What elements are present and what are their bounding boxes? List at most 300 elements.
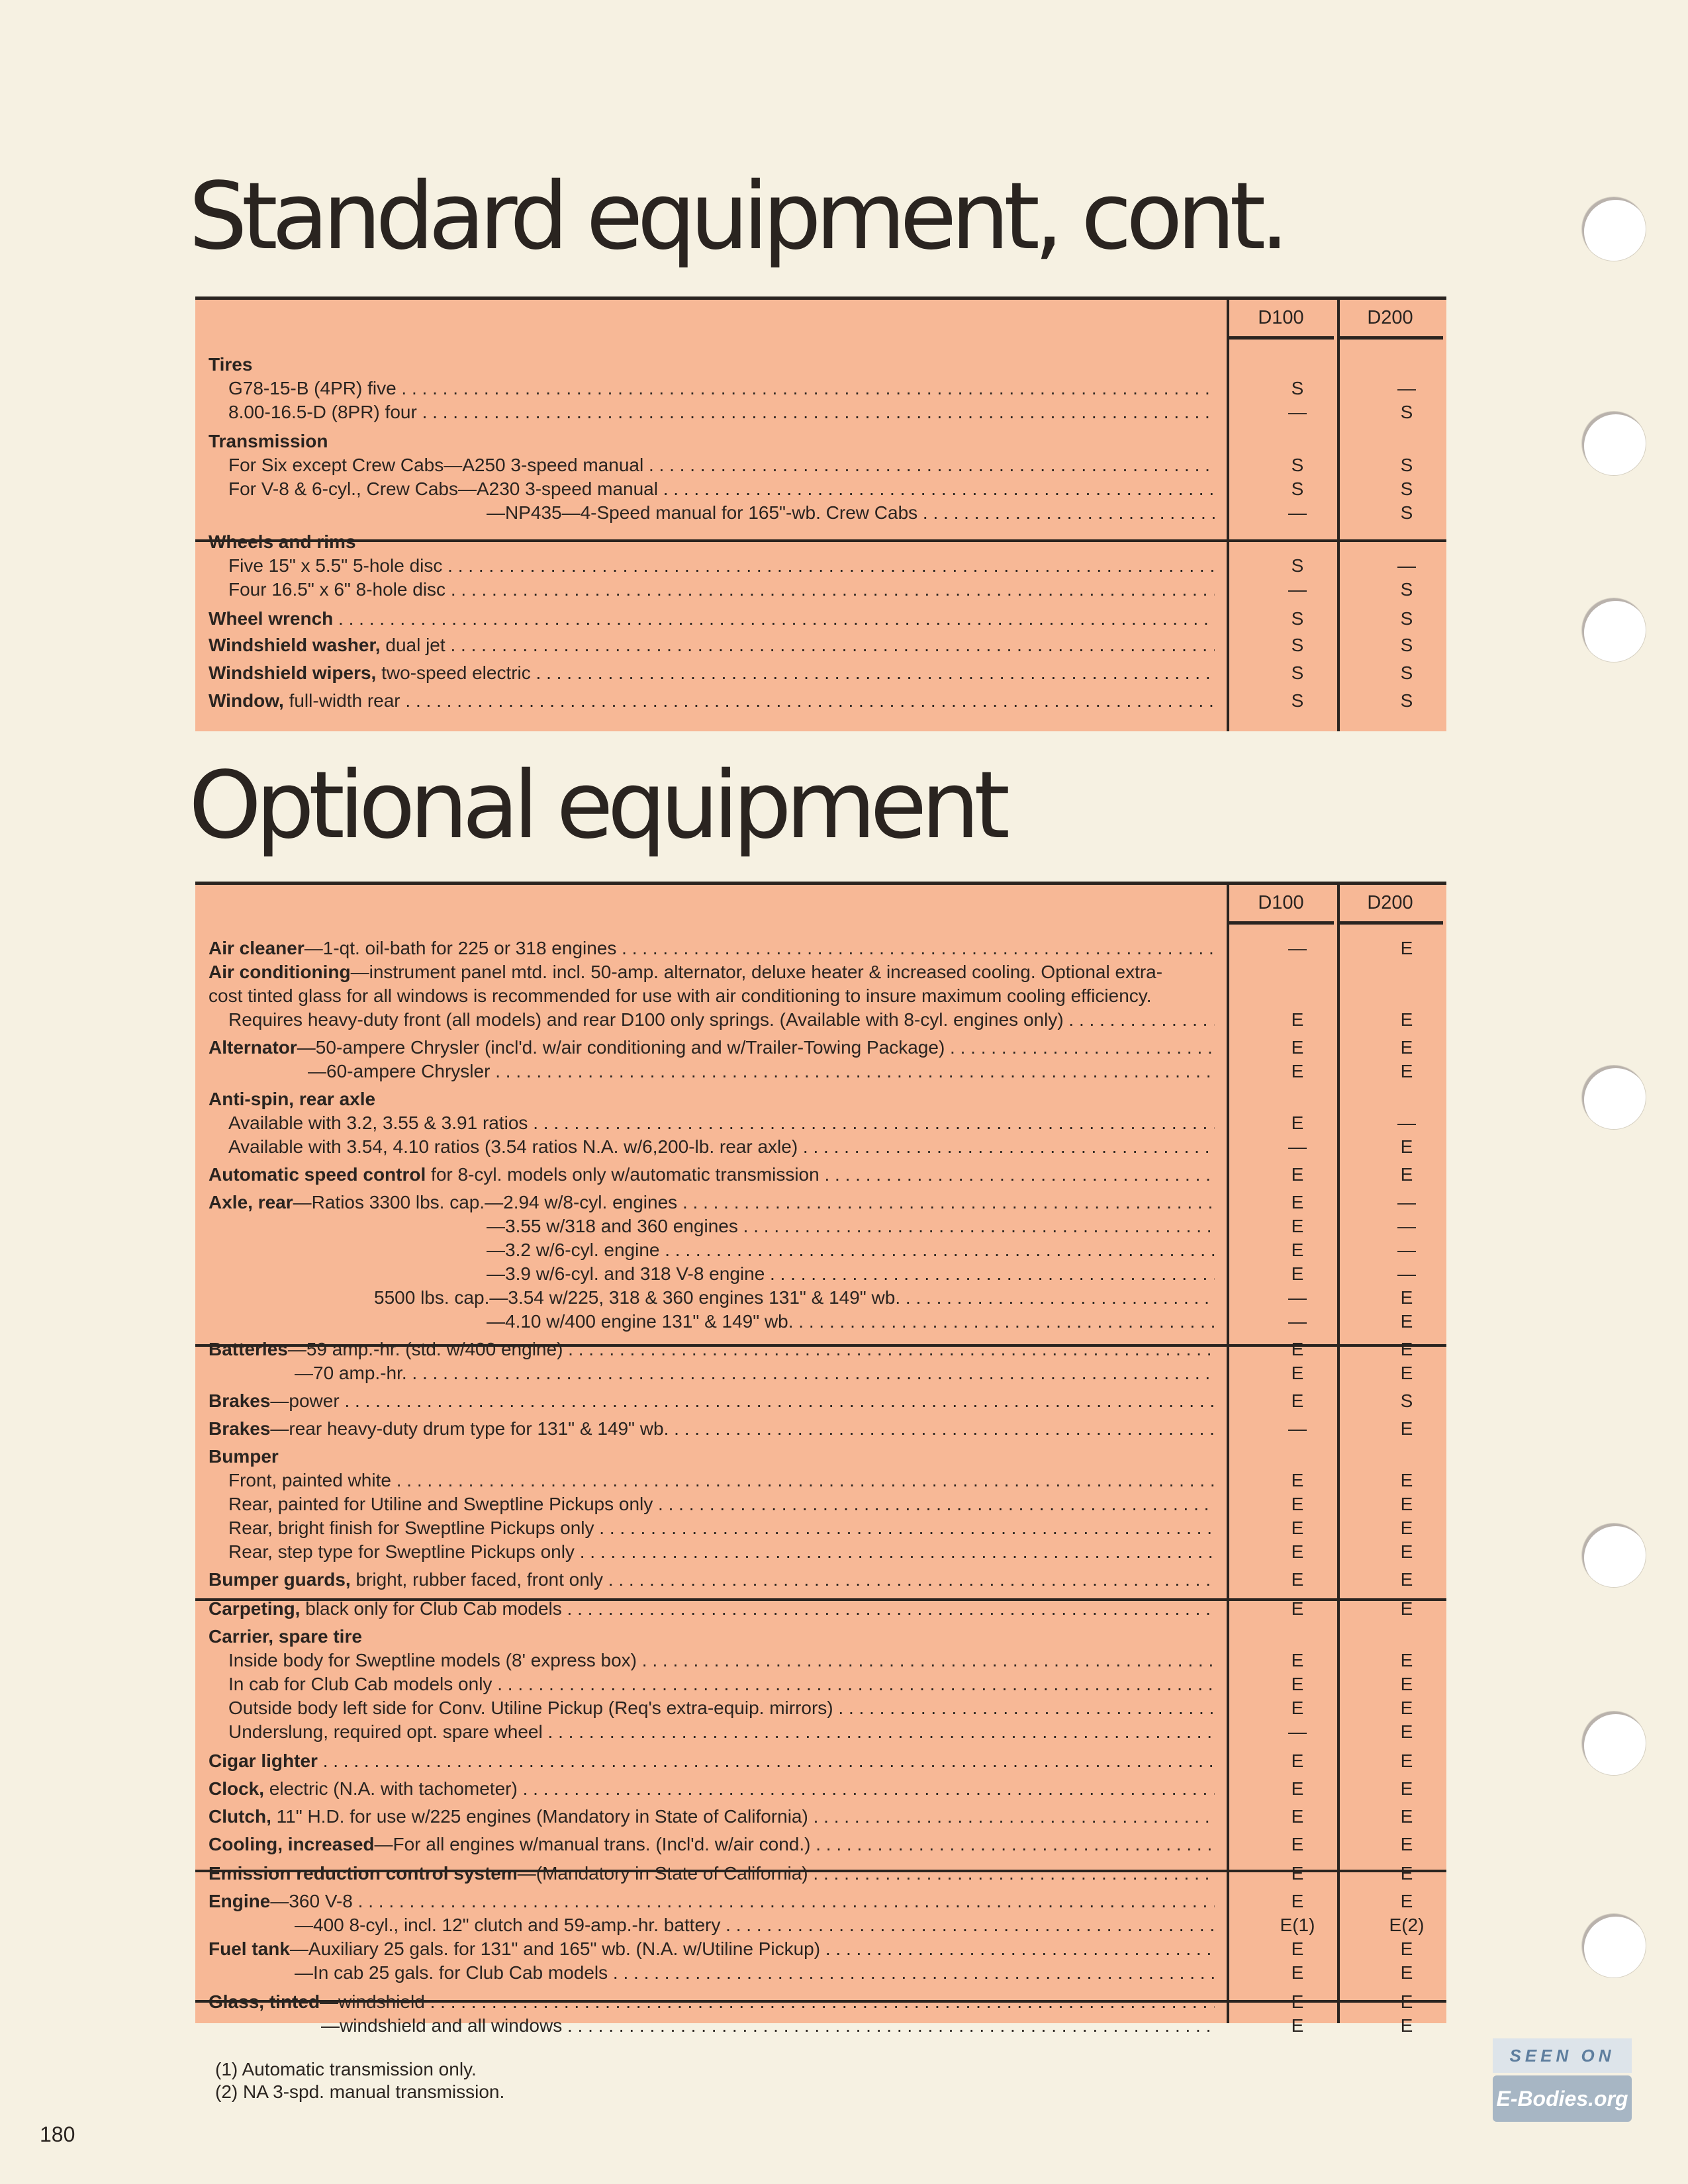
d200-value: E bbox=[1400, 1598, 1413, 1619]
item-detail: Five 15" x 5.5" 5-hole disc bbox=[228, 555, 443, 576]
d100-value: E bbox=[1291, 1192, 1304, 1212]
d100-value: E(1) bbox=[1280, 1915, 1315, 1935]
item-detail: two-speed electric bbox=[376, 662, 531, 683]
d200-value: S bbox=[1400, 402, 1413, 422]
item-description bbox=[209, 661, 1215, 685]
item-title: Air conditioning bbox=[209, 962, 351, 982]
optional-equipment-row bbox=[209, 1597, 1417, 1621]
d200-value: E bbox=[1400, 1164, 1413, 1185]
item-title: Engine bbox=[209, 1891, 271, 1911]
d200-value: E bbox=[1400, 1650, 1413, 1670]
item-detail: —rear heavy-duty drum type for 131" & 149" wb. bbox=[270, 1418, 669, 1439]
optional-equipment-row bbox=[209, 984, 1417, 1008]
item-detail: G78-15-B (4PR) five bbox=[228, 378, 397, 398]
standard-equipment-row bbox=[209, 554, 1417, 578]
d100-value: S bbox=[1291, 608, 1304, 629]
binder-hole bbox=[1582, 1066, 1646, 1129]
optional-equipment-row bbox=[209, 960, 1417, 984]
standard-equipment-heading: Standard equipment, cont. bbox=[189, 163, 1284, 271]
d200-value: S bbox=[1400, 635, 1413, 655]
item-detail: bright, rubber faced, front only bbox=[350, 1569, 604, 1590]
optional-equipment-row bbox=[209, 1696, 1417, 1720]
item-detail: —60-ampere Chrysler bbox=[308, 1061, 491, 1081]
item-detail: —4.10 w/400 engine 131" & 149" wb. bbox=[487, 1311, 794, 1332]
d100-value: E bbox=[1291, 1240, 1304, 1260]
d200-value: S bbox=[1400, 1390, 1413, 1411]
d100-value: E bbox=[1291, 1518, 1304, 1538]
item-detail: 5500 lbs. cap.—3.54 w/225, 318 & 360 engines 131" & 149" wb. bbox=[374, 1287, 901, 1308]
item-description bbox=[209, 1087, 1215, 1111]
d100-value: E bbox=[1291, 1339, 1304, 1359]
d200-value: S bbox=[1400, 478, 1413, 499]
d200-value: S bbox=[1400, 579, 1413, 600]
d200-value: E bbox=[1400, 2015, 1413, 2036]
optional-equipment-row bbox=[209, 1191, 1417, 1214]
optional-equipment-row bbox=[209, 1749, 1417, 1773]
d200-value: E bbox=[1400, 1494, 1413, 1514]
optional-equipment-row bbox=[209, 936, 1417, 960]
item-description bbox=[209, 1833, 1215, 1856]
d100-value: — bbox=[1288, 1287, 1307, 1308]
d200-value: E bbox=[1400, 1863, 1413, 1884]
d100-value: E bbox=[1291, 1541, 1304, 1562]
d200-value: E bbox=[1400, 1287, 1413, 1308]
standard-equipment-row bbox=[209, 661, 1417, 685]
item-detail: Rear, step type for Sweptline Pickups only bbox=[228, 1541, 575, 1562]
binder-hole bbox=[1582, 1524, 1646, 1587]
optional-equipment-table bbox=[195, 882, 1446, 2036]
item-detail: Four 16.5" x 6" 8-hole disc bbox=[228, 579, 446, 600]
optional-equipment-row bbox=[209, 1087, 1417, 1111]
item-detail: In cab for Club Cab models only bbox=[228, 1674, 492, 1694]
column-header-d200: D200 bbox=[1337, 885, 1443, 925]
optional-equipment-row bbox=[209, 1469, 1417, 1492]
item-title: Fuel tank bbox=[209, 1938, 290, 1959]
optional-equipment-row bbox=[209, 1720, 1417, 1744]
item-description bbox=[209, 1163, 1215, 1187]
column-header-d200: D200 bbox=[1337, 300, 1443, 340]
d100-value: — bbox=[1288, 502, 1307, 523]
item-description bbox=[209, 1937, 1215, 1961]
d200-value: — bbox=[1397, 1263, 1416, 1284]
item-detail: —power bbox=[270, 1390, 340, 1411]
optional-equipment-row bbox=[209, 1990, 1417, 2014]
item-title: Wheel wrench bbox=[209, 608, 334, 629]
d200-value: S bbox=[1400, 690, 1413, 711]
item-description bbox=[228, 1111, 1215, 1135]
d200-value: E bbox=[1400, 1751, 1413, 1771]
optional-equipment-row bbox=[209, 1286, 1417, 1310]
item-detail: Rear, bright finish for Sweptline Pickups only bbox=[228, 1518, 594, 1538]
d100-value: — bbox=[1288, 579, 1307, 600]
item-detail: 11" H.D. for use w/225 engines (Mandatory in State of California) bbox=[271, 1806, 808, 1827]
item-description bbox=[487, 1238, 1215, 1262]
binder-hole bbox=[1582, 1711, 1646, 1775]
item-detail: Available with 3.54, 4.10 ratios (3.54 ratios N.A. w/6,200-lb. rear axle) bbox=[228, 1136, 798, 1157]
item-title: Anti-spin, rear axle bbox=[209, 1089, 376, 1109]
d200-value: E bbox=[1400, 1363, 1413, 1383]
item-detail: for 8-cyl. models only w/automatic transmission bbox=[426, 1164, 820, 1185]
logo-text-bottom: E-Bodies.org bbox=[1493, 2075, 1632, 2122]
d100-value: S bbox=[1291, 378, 1304, 398]
item-description bbox=[209, 1862, 1215, 1886]
item-description bbox=[228, 554, 1215, 578]
item-detail: Requires heavy-duty front (all models) and rear D100 only springs. (Available with 8-cyl. engines only) bbox=[228, 1009, 1064, 1030]
d100-value: E bbox=[1291, 1962, 1304, 1983]
d200-value: E bbox=[1400, 1136, 1413, 1157]
item-description bbox=[487, 1310, 1215, 1334]
d200-value: S bbox=[1400, 455, 1413, 475]
standard-equipment-row bbox=[209, 353, 1417, 377]
d200-value: — bbox=[1397, 1113, 1416, 1133]
d200-value: E bbox=[1400, 1991, 1413, 2012]
item-title: Brakes bbox=[209, 1418, 271, 1439]
standard-equipment-row bbox=[209, 377, 1417, 400]
item-detail: —3.2 w/6-cyl. engine bbox=[487, 1240, 660, 1260]
item-description bbox=[228, 1649, 1215, 1672]
d100-value: E bbox=[1291, 1470, 1304, 1490]
standard-equipment-row bbox=[209, 689, 1417, 713]
item-detail: dual jet bbox=[380, 635, 445, 655]
d100-value: — bbox=[1288, 1311, 1307, 1332]
standard-equipment-row bbox=[209, 453, 1417, 477]
item-description bbox=[209, 1597, 1215, 1621]
item-description bbox=[487, 501, 1215, 525]
item-description bbox=[209, 1036, 1215, 1060]
optional-equipment-row bbox=[209, 1540, 1417, 1564]
binder-hole bbox=[1582, 1914, 1646, 1978]
optional-equipment-row bbox=[209, 1445, 1417, 1469]
item-description bbox=[209, 1568, 1215, 1592]
optional-equipment-row bbox=[209, 1060, 1417, 1083]
optional-equipment-row bbox=[209, 1310, 1417, 1334]
item-title: Clock, bbox=[209, 1778, 265, 1799]
item-description bbox=[209, 633, 1215, 657]
item-title: Clutch, bbox=[209, 1806, 271, 1827]
item-detail: —windshield and all windows bbox=[321, 2015, 563, 2036]
d100-value: E bbox=[1291, 1216, 1304, 1236]
d200-value: E bbox=[1400, 1061, 1413, 1081]
optional-equipment-row bbox=[209, 1649, 1417, 1672]
d100-value: E bbox=[1291, 1991, 1304, 2012]
d200-value: — bbox=[1397, 1216, 1416, 1236]
optional-equipment-row bbox=[209, 2014, 1417, 2038]
item-description bbox=[209, 1805, 1215, 1829]
d100-value: S bbox=[1291, 662, 1304, 683]
item-description bbox=[487, 1214, 1215, 1238]
d100-value: E bbox=[1291, 1598, 1304, 1619]
d100-value: — bbox=[1288, 402, 1307, 422]
item-title: Window, bbox=[209, 690, 284, 711]
item-title: Automatic speed control bbox=[209, 1164, 426, 1185]
optional-equipment-row bbox=[209, 1492, 1417, 1516]
item-detail: —instrument panel mtd. incl. 50-amp. alternator, deluxe heater & increased cooling. Optional extra- bbox=[350, 962, 1163, 982]
item-description bbox=[209, 607, 1215, 631]
optional-equipment-row bbox=[209, 1417, 1417, 1441]
standard-equipment-row bbox=[209, 501, 1417, 525]
d200-value: E bbox=[1400, 1891, 1413, 1911]
d100-value: E bbox=[1291, 1698, 1304, 1718]
optional-equipment-row bbox=[209, 1805, 1417, 1829]
optional-equipment-row bbox=[209, 1238, 1417, 1262]
item-detail: —50-ampere Chrysler (incl'd. w/air conditioning and w/Trailer-Towing Package) bbox=[297, 1037, 945, 1058]
item-detail: —1-qt. oil-bath for 225 or 318 engines bbox=[304, 938, 617, 958]
optional-equipment-row bbox=[209, 1862, 1417, 1886]
item-title: Windshield wipers, bbox=[209, 662, 377, 683]
item-detail: Inside body for Sweptline models (8' express box) bbox=[228, 1650, 637, 1670]
item-title: Cooling, increased bbox=[209, 1834, 375, 1854]
item-description bbox=[209, 1417, 1215, 1441]
d100-value: E bbox=[1291, 1164, 1304, 1185]
d100-value: E bbox=[1291, 1863, 1304, 1884]
d200-value: E bbox=[1400, 1674, 1413, 1694]
item-description bbox=[209, 1749, 1215, 1773]
item-detail: —NP435—4-Speed manual for 165"-wb. Crew Cabs bbox=[487, 502, 918, 523]
d100-value: E bbox=[1291, 1806, 1304, 1827]
d200-value: — bbox=[1397, 378, 1416, 398]
d100-value: E bbox=[1291, 1113, 1304, 1133]
footnote-1: (1) Automatic transmission only. bbox=[215, 2059, 477, 2079]
optional-equipment-row bbox=[209, 1361, 1417, 1385]
item-detail: —3.9 w/6-cyl. and 318 V-8 engine bbox=[487, 1263, 765, 1284]
item-title: Brakes bbox=[209, 1390, 271, 1411]
d200-value: — bbox=[1397, 1240, 1416, 1260]
d200-value: E bbox=[1400, 1541, 1413, 1562]
item-detail: Rear, painted for Utiline and Sweptline Pickups only bbox=[228, 1494, 653, 1514]
binder-hole bbox=[1582, 412, 1646, 475]
standard-equipment-row bbox=[209, 633, 1417, 657]
item-detail: Outside body left side for Conv. Utiline Pickup (Req's extra-equip. mirrors) bbox=[228, 1698, 833, 1718]
optional-equipment-row bbox=[209, 1338, 1417, 1361]
item-detail: full-width rear bbox=[283, 690, 400, 711]
item-title: Bumper guards, bbox=[209, 1569, 351, 1590]
d100-value: S bbox=[1291, 635, 1304, 655]
item-detail: —(Mandatory in State of California) bbox=[517, 1863, 808, 1884]
item-title: Batteries bbox=[209, 1339, 288, 1359]
item-title: Cigar lighter bbox=[209, 1751, 318, 1771]
d200-value: E bbox=[1400, 1470, 1413, 1490]
d100-value: E bbox=[1291, 1778, 1304, 1799]
item-description bbox=[209, 353, 1215, 377]
optional-equipment-row bbox=[209, 1672, 1417, 1696]
item-detail: Available with 3.2, 3.55 & 3.91 ratios bbox=[228, 1113, 528, 1133]
optional-equipment-row bbox=[209, 1163, 1417, 1187]
optional-equipment-row bbox=[209, 1833, 1417, 1856]
d100-value: E bbox=[1291, 1834, 1304, 1854]
d200-value: E bbox=[1400, 1806, 1413, 1827]
item-description bbox=[228, 578, 1215, 602]
item-description bbox=[228, 400, 1215, 424]
d100-value: E bbox=[1291, 1938, 1304, 1959]
optional-equipment-row bbox=[209, 1937, 1417, 1961]
optional-equipment-row bbox=[209, 1214, 1417, 1238]
standard-equipment-row bbox=[209, 578, 1417, 602]
item-description bbox=[487, 1262, 1215, 1286]
d200-value: E bbox=[1400, 938, 1413, 958]
item-description bbox=[228, 1008, 1215, 1032]
d100-value: E bbox=[1291, 1891, 1304, 1911]
item-description bbox=[209, 936, 1215, 960]
d100-value: E bbox=[1291, 1390, 1304, 1411]
optional-equipment-row bbox=[209, 1625, 1417, 1649]
d100-value: E bbox=[1291, 1569, 1304, 1590]
item-description bbox=[228, 477, 1215, 501]
item-detail: 8.00-16.5-D (8PR) four bbox=[228, 402, 417, 422]
item-detail: —400 8-cyl., incl. 12" clutch and 59-amp.-hr. battery bbox=[295, 1915, 721, 1935]
d200-value: E bbox=[1400, 1962, 1413, 1983]
d100-value: — bbox=[1288, 938, 1307, 958]
optional-equipment-row bbox=[209, 1516, 1417, 1540]
d200-value: E bbox=[1400, 1311, 1413, 1332]
item-description bbox=[209, 1990, 1215, 2014]
item-description bbox=[228, 453, 1215, 477]
d200-value: E bbox=[1400, 1009, 1413, 1030]
item-detail: For V-8 & 6-cyl., Crew Cabs—A230 3-speed manual bbox=[228, 478, 658, 499]
binder-hole bbox=[1582, 197, 1646, 261]
item-description bbox=[209, 689, 1215, 713]
optional-equipment-row bbox=[209, 1135, 1417, 1159]
d100-value: E bbox=[1291, 1674, 1304, 1694]
item-title: Emission reduction control system bbox=[209, 1863, 518, 1884]
item-title: Carpeting, bbox=[209, 1598, 301, 1619]
item-title: Windshield washer, bbox=[209, 635, 381, 655]
item-title: Bumper bbox=[209, 1446, 279, 1467]
item-description bbox=[228, 1135, 1215, 1159]
item-description bbox=[228, 1720, 1215, 1744]
item-title: Alternator bbox=[209, 1037, 297, 1058]
item-description bbox=[228, 377, 1215, 400]
item-detail: electric (N.A. with tachometer) bbox=[264, 1778, 518, 1799]
item-description bbox=[209, 1889, 1215, 1913]
d200-value: E bbox=[1400, 1037, 1413, 1058]
item-description bbox=[209, 1191, 1215, 1214]
item-description bbox=[374, 1286, 1215, 1310]
d100-value: — bbox=[1288, 1136, 1307, 1157]
item-description bbox=[228, 1672, 1215, 1696]
d100-value: E bbox=[1291, 2015, 1304, 2036]
item-title: Carrier, spare tire bbox=[209, 1626, 362, 1647]
optional-equipment-row bbox=[209, 1262, 1417, 1286]
d200-value: E bbox=[1400, 1721, 1413, 1742]
item-description bbox=[209, 1338, 1215, 1361]
item-detail: —For all engines w/manual trans. (Incl'd. w/air cond.) bbox=[374, 1834, 811, 1854]
d200-value: E bbox=[1400, 1698, 1413, 1718]
item-title: Axle, rear bbox=[209, 1192, 293, 1212]
item-description bbox=[209, 984, 1417, 1008]
item-detail: black only for Club Cab models bbox=[300, 1598, 562, 1619]
item-detail: —3.55 w/318 and 360 engines bbox=[487, 1216, 738, 1236]
item-description bbox=[209, 1777, 1215, 1801]
optional-equipment-row bbox=[209, 1111, 1417, 1135]
seen-on-ebodies-logo bbox=[1493, 2038, 1632, 2122]
item-description bbox=[228, 1516, 1215, 1540]
page-number: 180 bbox=[40, 2122, 75, 2146]
item-title: Tires bbox=[209, 354, 253, 375]
d200-value: E bbox=[1400, 1569, 1413, 1590]
d100-value: E bbox=[1291, 1009, 1304, 1030]
optional-equipment-row bbox=[209, 1568, 1417, 1592]
d200-value: E bbox=[1400, 1938, 1413, 1959]
standard-equipment-table bbox=[195, 296, 1446, 731]
item-detail: —Ratios 3300 lbs. cap.—2.94 w/8-cyl. engines bbox=[293, 1192, 678, 1212]
item-description bbox=[308, 1060, 1215, 1083]
item-description bbox=[228, 1540, 1215, 1564]
item-description bbox=[228, 1696, 1215, 1720]
d100-value: E bbox=[1291, 1751, 1304, 1771]
d100-value: S bbox=[1291, 478, 1304, 499]
d200-value: E bbox=[1400, 1339, 1413, 1359]
item-detail: —windshield bbox=[320, 1991, 425, 2012]
item-detail: —59 amp.-hr. (std. w/400 engine) bbox=[287, 1339, 563, 1359]
item-detail: For Six except Crew Cabs—A250 3-speed manual bbox=[228, 455, 644, 475]
d200-value: E bbox=[1400, 1418, 1413, 1439]
d100-value: E bbox=[1291, 1037, 1304, 1058]
d200-value: S bbox=[1400, 608, 1413, 629]
item-description bbox=[209, 1625, 1215, 1649]
item-description bbox=[209, 530, 1215, 554]
optional-equipment-row bbox=[209, 1389, 1417, 1413]
standard-equipment-row bbox=[209, 477, 1417, 501]
optional-equipment-row bbox=[209, 1913, 1425, 1937]
item-description bbox=[228, 1492, 1215, 1516]
item-detail: —360 V-8 bbox=[270, 1891, 353, 1911]
item-detail: Front, painted white bbox=[228, 1470, 391, 1490]
optional-equipment-row bbox=[209, 1777, 1417, 1801]
optional-equipment-row bbox=[209, 1008, 1417, 1032]
item-detail: cost tinted glass for all windows is recommended for use with air conditioning to insure maximum cooling efficiency. bbox=[209, 985, 1152, 1006]
item-detail: Underslung, required opt. spare wheel bbox=[228, 1721, 543, 1742]
d100-value: S bbox=[1291, 555, 1304, 576]
optional-equipment-row bbox=[209, 1889, 1417, 1913]
item-description bbox=[209, 430, 1215, 453]
item-description bbox=[295, 1961, 1215, 1985]
item-detail: —Auxiliary 25 gals. for 131" and 165" wb. (N.A. w/Utiline Pickup) bbox=[289, 1938, 821, 1959]
d200-value: S bbox=[1400, 502, 1413, 523]
d200-value: — bbox=[1397, 555, 1416, 576]
d100-value: S bbox=[1291, 455, 1304, 475]
item-description bbox=[228, 1469, 1215, 1492]
item-detail: —In cab 25 gals. for Club Cab models bbox=[295, 1962, 608, 1983]
d100-value: E bbox=[1291, 1061, 1304, 1081]
column-header-d100: D100 bbox=[1228, 300, 1334, 340]
item-title: Air cleaner bbox=[209, 938, 305, 958]
item-description bbox=[295, 1913, 1215, 1937]
d100-value: E bbox=[1291, 1363, 1304, 1383]
d200-value: S bbox=[1400, 662, 1413, 683]
item-title: Glass, tinted bbox=[209, 1991, 320, 2012]
d200-value: E bbox=[1400, 1518, 1413, 1538]
d100-value: — bbox=[1288, 1418, 1307, 1439]
column-header-d100: D100 bbox=[1228, 885, 1334, 925]
d200-value: E bbox=[1400, 1778, 1413, 1799]
footnote-2: (2) NA 3-spd. manual transmission. bbox=[215, 2081, 505, 2102]
standard-equipment-row bbox=[209, 607, 1417, 631]
d200-value: E(2) bbox=[1389, 1915, 1425, 1935]
binder-hole bbox=[1582, 598, 1646, 662]
standard-equipment-row bbox=[209, 430, 1417, 453]
d100-value: E bbox=[1291, 1650, 1304, 1670]
item-title: Transmission bbox=[209, 431, 328, 451]
d200-value: E bbox=[1400, 1834, 1413, 1854]
item-description bbox=[295, 1361, 1215, 1385]
d200-value: — bbox=[1397, 1192, 1416, 1212]
standard-equipment-row bbox=[209, 530, 1417, 554]
standard-equipment-row bbox=[209, 400, 1417, 424]
optional-equipment-row bbox=[209, 1036, 1417, 1060]
optional-equipment-row bbox=[209, 1961, 1417, 1985]
d100-value: — bbox=[1288, 1721, 1307, 1742]
item-description bbox=[209, 1445, 1215, 1469]
